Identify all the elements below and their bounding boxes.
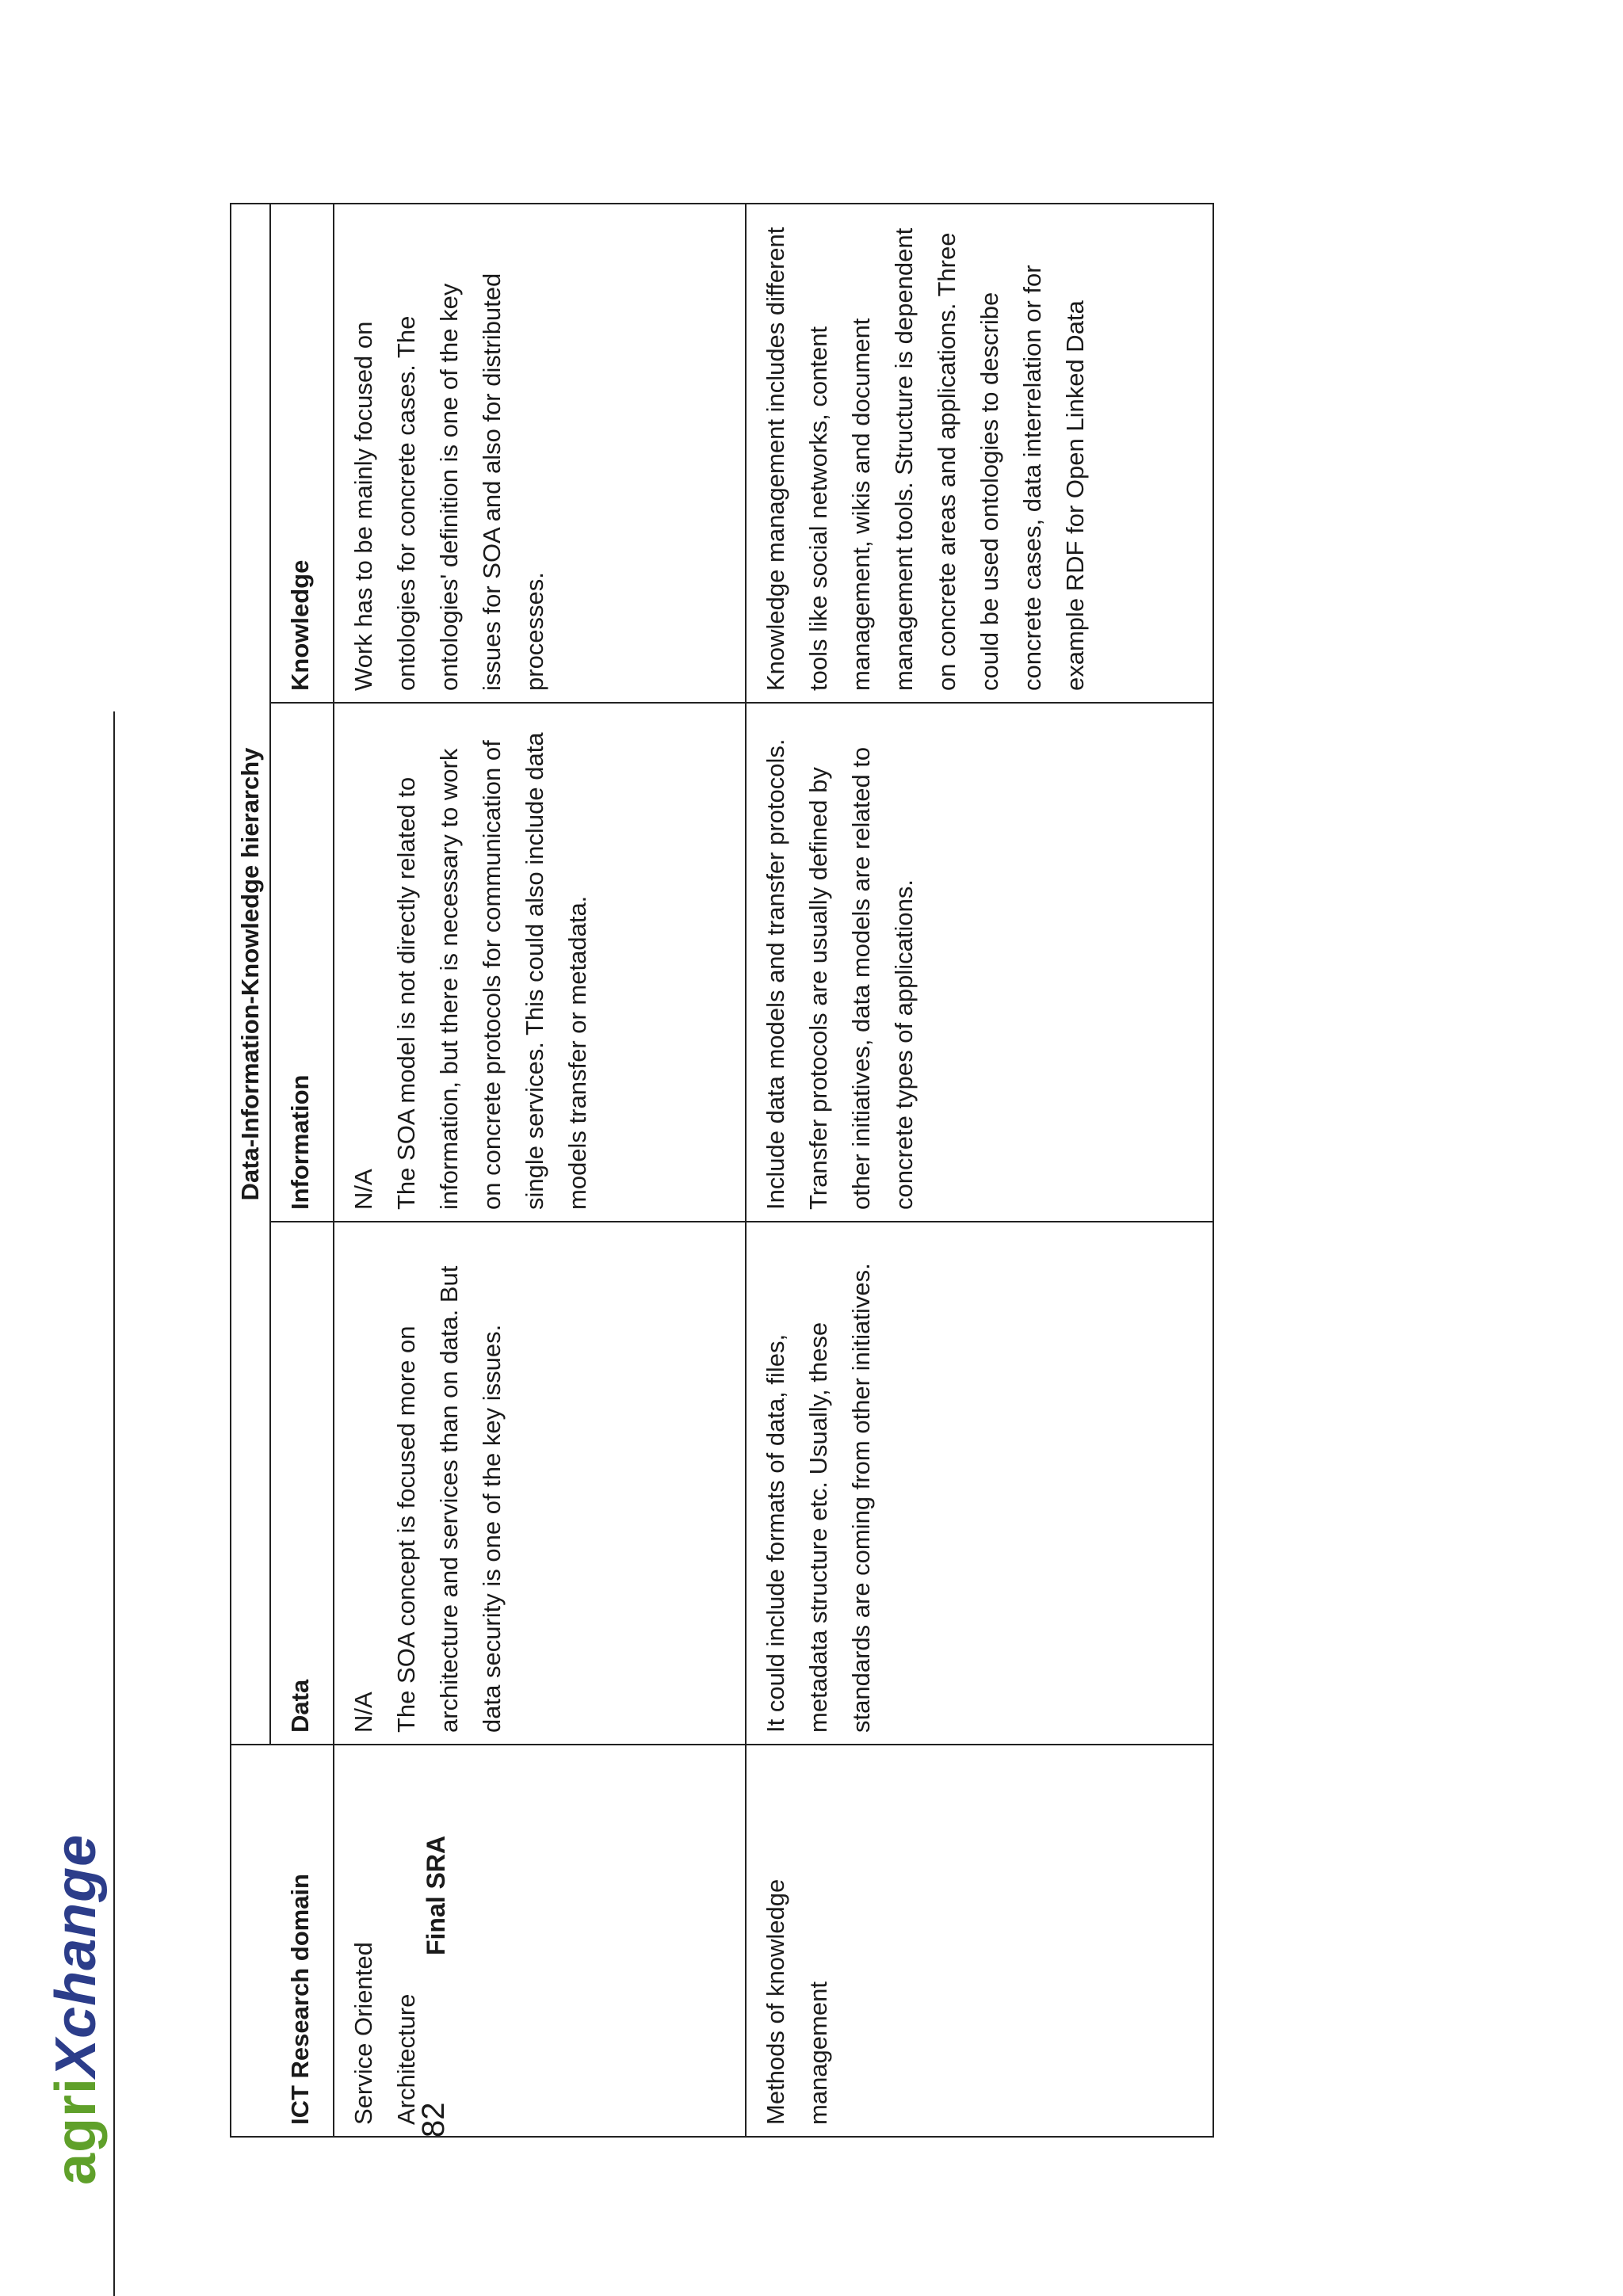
row-information-cell: Include data models and transfer protocols. Transfer protocols are usually defined by other initiatives, data models are related to concrete types of applications. bbox=[746, 703, 1213, 1222]
domain-line: management bbox=[804, 1981, 832, 2125]
domain-line: Methods of knowledge bbox=[762, 1878, 789, 2125]
row-domain-cell bbox=[334, 1745, 746, 2137]
dik-hierarchy-table bbox=[230, 203, 1214, 2138]
col-header-data: Data bbox=[270, 1222, 334, 1745]
domain-line: Architecture bbox=[392, 1993, 420, 2125]
table-row bbox=[334, 204, 746, 2137]
header-rule bbox=[113, 711, 115, 2296]
col-header-knowledge: Knowledge bbox=[270, 204, 334, 703]
table-row bbox=[746, 204, 1213, 2137]
document-title: Final SRA bbox=[422, 1835, 450, 1955]
col-header-information: Information bbox=[270, 703, 334, 1222]
row-domain-cell bbox=[746, 1745, 1213, 2137]
group-header-dik: Data-Information-Knowledge hierarchy bbox=[231, 204, 270, 1745]
row-knowledge-cell: Work has to be mainly focused on ontologies for concrete cases. The ontologies' definition is one of the key issues for SOA and also for distributed processes. bbox=[334, 204, 746, 703]
col-header-domain: ICT Research domain bbox=[231, 1745, 334, 2137]
domain-line: Service Oriented bbox=[349, 1942, 377, 2125]
row-knowledge-cell: Knowledge management includes different tools like social networks, content management, wikis and document management tools. Structure is dependent on concrete areas and applications. Three could be used ontologies to describe concrete cases, data interrelation or for example RDF for Open Linked Data bbox=[746, 204, 1213, 703]
row-information-cell: N/A The SOA model is not directly related to information, but there is necessary to work on concrete protocols for communication of single services. This could also include data models transfer or metadata. bbox=[334, 703, 746, 1222]
page-number: 82 bbox=[416, 2102, 451, 2138]
row-data-cell: It could include formats of data, files, metadata structure etc. Usually, these standards are coming from other initiatives. bbox=[746, 1222, 1213, 1745]
agrixchange-logo: agriXchange bbox=[44, 1833, 108, 2185]
table-group-header-row bbox=[231, 204, 270, 2137]
logo-x-mark: X bbox=[44, 2038, 108, 2077]
row-data-cell: N/A The SOA concept is focused more on architecture and services than on data. But data security is one of the key issues. bbox=[334, 1222, 746, 1745]
